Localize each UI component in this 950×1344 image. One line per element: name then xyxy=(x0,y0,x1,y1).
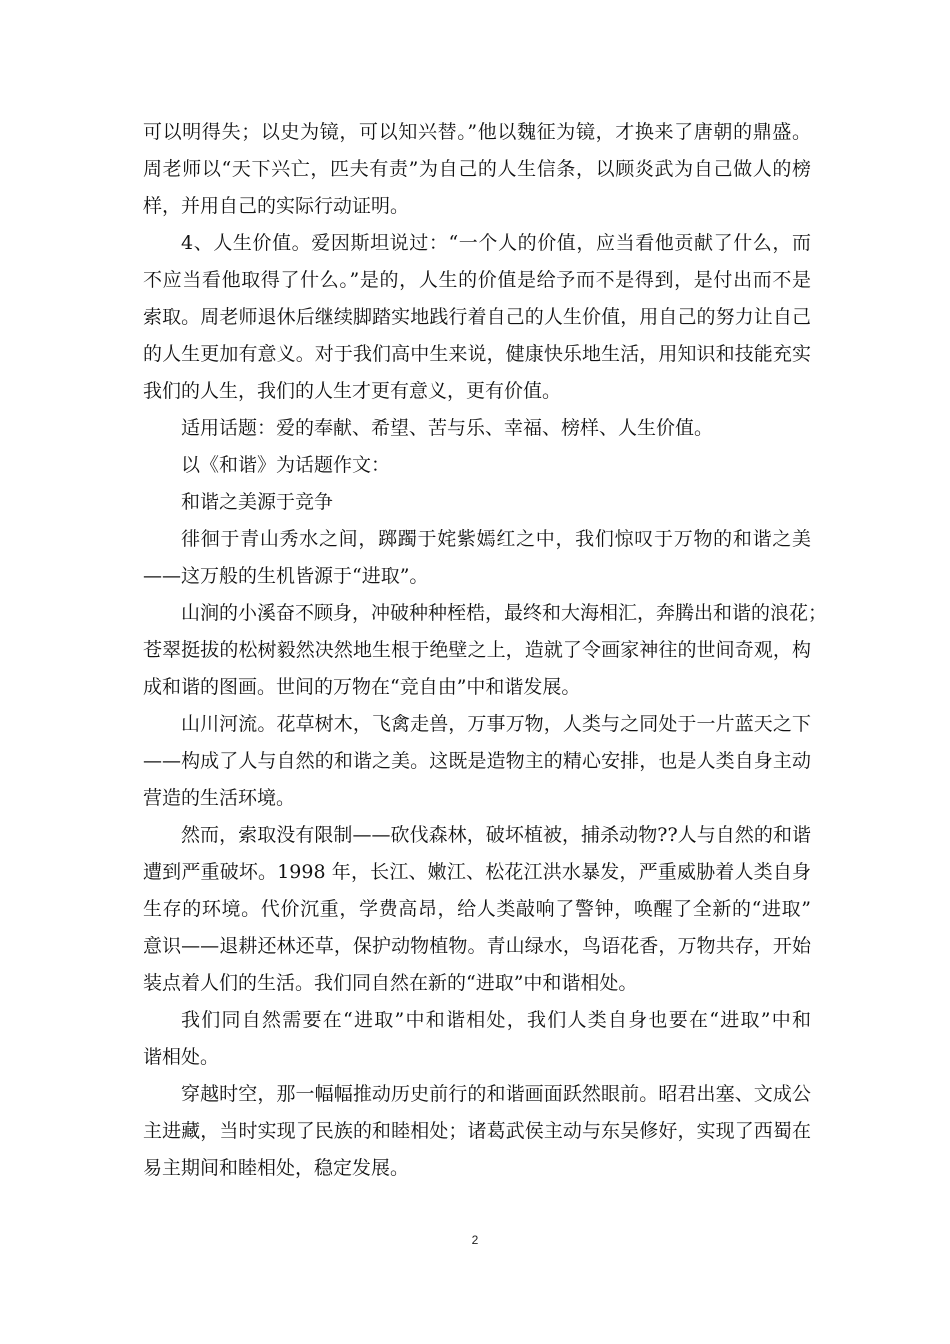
body-text xyxy=(143,114,828,1187)
text-line: ——构成了人与自然的和谐之美。这既是造物主的精心安排，也是人类自身主动 xyxy=(143,750,811,772)
text-line: 的人生更加有意义。对于我们高中生来说，健康快乐地生活，用知识和技能充实 xyxy=(143,343,811,365)
text-line: 山涧的小溪奋不顾身，冲破种种桎梏，最终和大海相汇，奔腾出和谐的浪花； xyxy=(181,602,828,624)
text-line: 和谐之美源于竞争 xyxy=(181,491,334,513)
text-line: 山川河流。花草树木，飞禽走兽，万事万物，人类与之同处于一片蓝天之下 xyxy=(181,713,811,735)
text-line: 易主期间和睦相处，稳定发展。 xyxy=(143,1157,410,1179)
text-line: 主进藏，当时实现了民族的和睦相处；诸葛武侯主动与东吴修好，实现了西蜀在 xyxy=(143,1120,811,1142)
text-line: 装点着人们的生活。我们同自然在新的“进取”中和谐相处。 xyxy=(143,972,638,994)
text-line: 穿越时空，那一幅幅推动历史前行的和谐画面跃然眼前。昭君出塞、文成公 xyxy=(181,1083,811,1105)
text-line: ——这万般的生机皆源于“进取”。 xyxy=(143,565,429,587)
text-line: 样，并用自己的实际行动证明。 xyxy=(143,195,410,217)
text-line: 我们同自然需要在“进取”中和谐相处，我们人类自身也要在“进取”中和 xyxy=(181,1009,811,1031)
text-line: 不应当看他取得了什么。”是的，人生的价值是给予而不是得到，是付出而不是 xyxy=(143,269,811,291)
text-line: 适用话题：爱的奉献、希望、苦与乐、幸福、榜样、人生价值。 xyxy=(181,417,714,439)
text-line: 周老师以“天下兴亡，匹夫有责”为自己的人生信条，以顾炎武为自己做人的榜 xyxy=(143,158,811,180)
text-line: 然而，索取没有限制——砍伐森林，破坏植被，捕杀动物??人与自然的和谐 xyxy=(181,824,811,846)
text-line: 可以明得失；以史为镜，可以知兴替。”他以魏征为镜，才换来了唐朝的鼎盛。 xyxy=(143,121,811,143)
text-line: 4、人生价值。爱因斯坦说过：“一个人的价值，应当看他贡献了什么，而 xyxy=(181,232,811,254)
text-line: 谐相处。 xyxy=(143,1046,220,1068)
text-line: 遭到严重破坏。1998 年，长江、嫩江、松花江洪水暴发，严重威胁着人类自身 xyxy=(143,861,811,883)
text-line: 以《和谐》为话题作文： xyxy=(181,454,391,476)
text-line: 意识——退耕还林还草，保护动物植物。青山绿水，鸟语花香，万物共存，开始 xyxy=(143,935,811,957)
text-line: 成和谐的图画。世间的万物在“竞自由”中和谐发展。 xyxy=(143,676,581,698)
text-line: 徘徊于青山秀水之间，踯躅于姹紫嫣红之中，我们惊叹于万物的和谐之美 xyxy=(181,528,811,550)
text-line: 苍翠挺拔的松树毅然决然地生根于绝壁之上，造就了令画家神往的世间奇观，构 xyxy=(143,639,811,661)
text-line: 我们的人生，我们的人生才更有意义，更有价值。 xyxy=(143,380,562,402)
page-number: 2 xyxy=(471,1233,479,1247)
text-line: 索取。周老师退休后继续脚踏实地践行着自己的人生价值，用自己的努力让自己 xyxy=(143,306,811,328)
text-line: 营造的生活环境。 xyxy=(143,787,296,809)
text-line: 生存的环境。代价沉重，学费高昂，给人类敲响了警钟，唤醒了全新的“进取” xyxy=(143,898,811,920)
